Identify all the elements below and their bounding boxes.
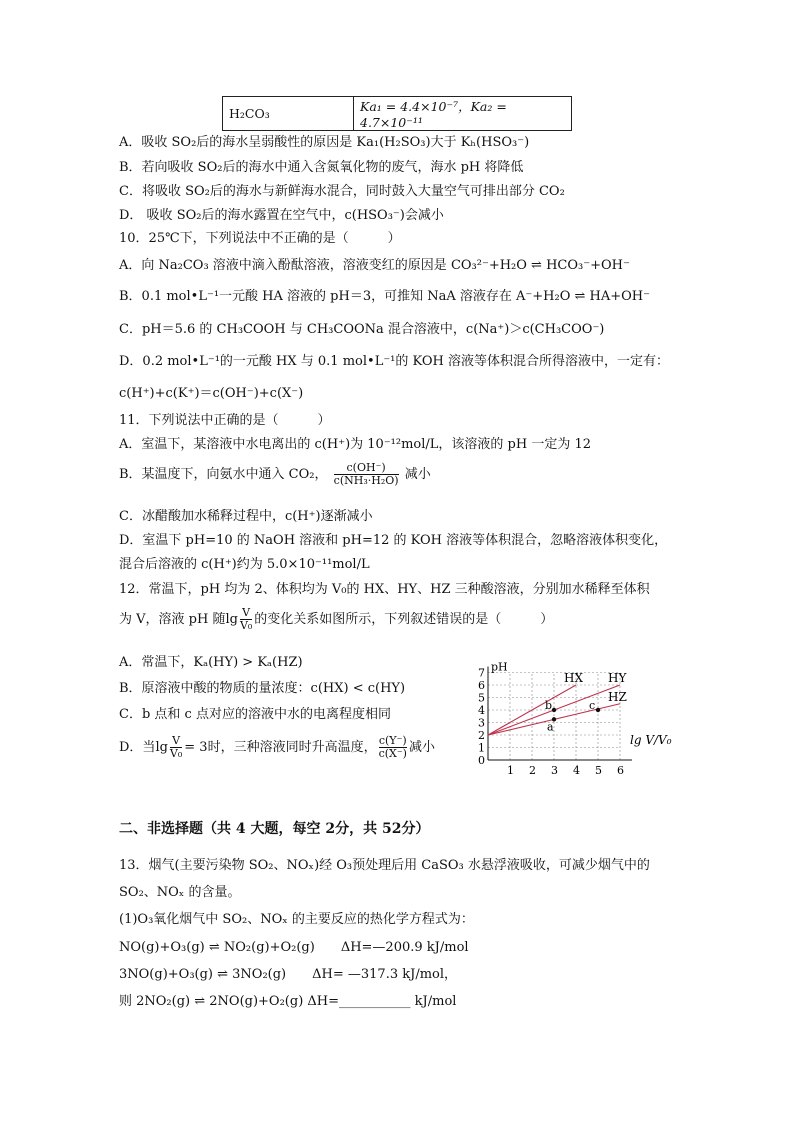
point-label-a: a [547,720,554,734]
q13-line-1: 13．烟气(主要污染物 SO₂、NOₓ)经 O₃预处理后用 CaSO₃ 水悬浮液吸收，可减少烟气中的 [119,858,650,873]
q12-lg: lg [225,612,238,627]
y-axis-label: pH [491,660,508,674]
q12-stem-post: 的变化关系如图所示，下列叙述错误的是（ ） [254,612,554,627]
y-tick-label: 2 [478,729,485,742]
q11-option-c: C．冰醋酸加水稀释过程中，c(H⁺)逐渐减小 [119,509,373,524]
point-label-c: c [589,699,596,712]
q12-frac-num: V [242,606,251,619]
point-b [552,708,556,712]
y-tick-label: 3 [478,716,485,730]
y-tick-label: 4 [478,704,485,717]
q11-b-text: B．某温度下，向氨水中通入 CO₂， [119,467,328,482]
q12-stem-2 [119,607,553,632]
x-tick-label: 6 [617,764,624,777]
q12-d-ratio [379,735,407,760]
q10-stem: 10．25℃下，下列说法中不正确的是（ ） [119,231,401,246]
q11-option-a: A．室温下，某溶液中水电离出的 c(H⁺)为 10⁻¹²mol/L，该溶液的 pH 一定为 12 [119,437,592,452]
q13-equation-2: 3NO(g)+O₃(g) ⇌ 3NO₂(g) ΔH= —317.3 kJ/mol， [119,967,458,982]
y-tick-label: 7 [478,666,485,680]
y-tick-label: 1 [478,741,485,755]
q13-line-2: SO₂、NOₓ 的含量。 [119,885,241,900]
table-acid: H₂CO₃ [223,97,354,131]
table-ka: Ka₁ = 4.4×10⁻⁷，Ka₂ = 4.7×10⁻¹¹ [354,97,572,131]
q12-d-frac-num: V [172,734,181,747]
q9-option-a: A．吸收 SO₂后的海水呈弱酸性的原因是 Ka₁(H₂SO₃)大于 Kₕ(HSO₃⁻) [119,135,530,150]
ph-dilution-chart [468,648,672,780]
q12-frac-den: V₀ [239,619,253,632]
q13-equation-1: NO(g)+O₃(g) ⇌ NO₂(g)+O₂(g) ΔH=—200.9 kJ/mol [119,940,469,955]
q11-b-numerator: c(OH⁻) [346,461,386,474]
section-2-title: 二、非选择题（共 4 大题，每空 2分，共 52分） [119,821,430,837]
ka-table [222,96,572,131]
q12-v-fraction [240,607,252,632]
q11-option-d: D．室温下 pH=10 的 NaOH 溶液和 pH=12 的 KOH 溶液等体积混合，忽略溶液体积变化， [119,533,668,548]
q12-d-ratio-den: c(X⁻) [378,747,407,760]
q11-b-fraction [334,462,399,487]
q12-d-lg: lg [155,740,168,755]
q10-option-b: B．0.1 mol•L⁻¹一元酸 HA 溶液的 pH＝3，可推知 NaA 溶液存在 A⁻+H₂O ⇌ HA+OH⁻ [119,289,650,304]
x-tick-label: 4 [573,764,580,777]
q12-d-ratio-num: c(Y⁻) [378,734,407,747]
q9-option-d: D． 吸收 SO₂后的海水露置在空气中，c(HSO₃⁻)会减小 [119,208,444,223]
q13-line-3: (1)O₃氧化烟气中 SO₂、NOₓ 的主要反应的热化学方程式为： [119,912,474,927]
q11-stem: 11．下列说法中正确的是（ ） [119,413,331,428]
q12-d-frac-den: V₀ [169,747,183,760]
q9-option-c: C．将吸收 SO₂后的海水与新鲜海水混合，同时鼓入大量空气可排出部分 CO₂ [119,184,565,199]
q12-option-a: A．常温下，Kₐ(HY) > Kₐ(HZ) [119,655,303,670]
q12-stem-pre: 为 V，溶液 pH 随 [119,612,226,627]
q10-option-c: C．pH＝5.6 的 CH₃COOH 与 CH₃COONa 混合溶液中，c(Na⁺)＞c(CH₃COO⁻) [119,322,605,337]
q12-d-pre: D．当 [119,740,156,755]
x-tick-label: 3 [551,764,558,777]
q12-d-v-fraction [170,735,182,760]
y-tick-label: 6 [478,679,485,692]
q12-option-b: B．原溶液中酸的物质的量浓度：c(HX) < c(HY) [119,681,406,696]
x-tick-label: 1 [507,764,514,777]
y-tick-label: 5 [478,691,485,705]
q12-option-d [119,735,435,760]
origin-label: 0 [478,754,485,767]
point-c [596,708,600,712]
q11-option-d-cont: 混合后溶液的 c(H⁺)约为 5.0×10⁻¹¹mol/L [119,557,370,572]
x-axis-label: lg V/V₀ [630,732,672,747]
x-tick-label: 2 [529,764,536,777]
q12-d-mid: = 3时，三种溶液同时升高温度， [184,740,377,755]
q10-option-d-cont: c(H⁺)+c(K⁺)＝c(OH⁻)+c(X⁻) [119,386,304,401]
series-label-hy: HY [608,671,627,685]
x-tick-label: 5 [595,764,602,777]
q11-b-suffix: 减小 [404,467,431,482]
q9-option-b: B．若向吸收 SO₂后的海水中通入含氮氧化物的废气，海水 pH 将降低 [119,160,524,175]
q10-option-a: A．向 Na₂CO₃ 溶液中滴入酚酞溶液，溶液变红的原因是 CO₃²⁻+H₂O ⇌ HCO₃⁻+OH⁻ [119,258,630,273]
q13-equation-3: 则 2NO₂(g) ⇌ 2NO(g)+O₂(g) ΔH=___________ kJ/mol [119,994,457,1009]
q12-d-post: 减小 [408,740,435,755]
q12-stem-1: 12．常温下，pH 均为 2、体积均为 V₀的 HX、HY、HZ 三种酸溶液，分别加水稀释至体积 [119,582,650,597]
q11-option-b [119,462,431,487]
q10-option-d: D．0.2 mol•L⁻¹的一元酸 HX 与 0.1 mol•L⁻¹的 KOH 溶液等体积混合所得溶液中，一定有： [119,354,670,369]
q11-b-denominator: c(NH₃·H₂O) [333,474,399,487]
series-label-hz: HZ [608,689,627,704]
series-label-hx: HX [564,671,584,685]
q12-option-c: C．b 点和 c 点对应的溶液中水的电离程度相同 [119,707,391,722]
point-label-b: b [545,699,553,712]
